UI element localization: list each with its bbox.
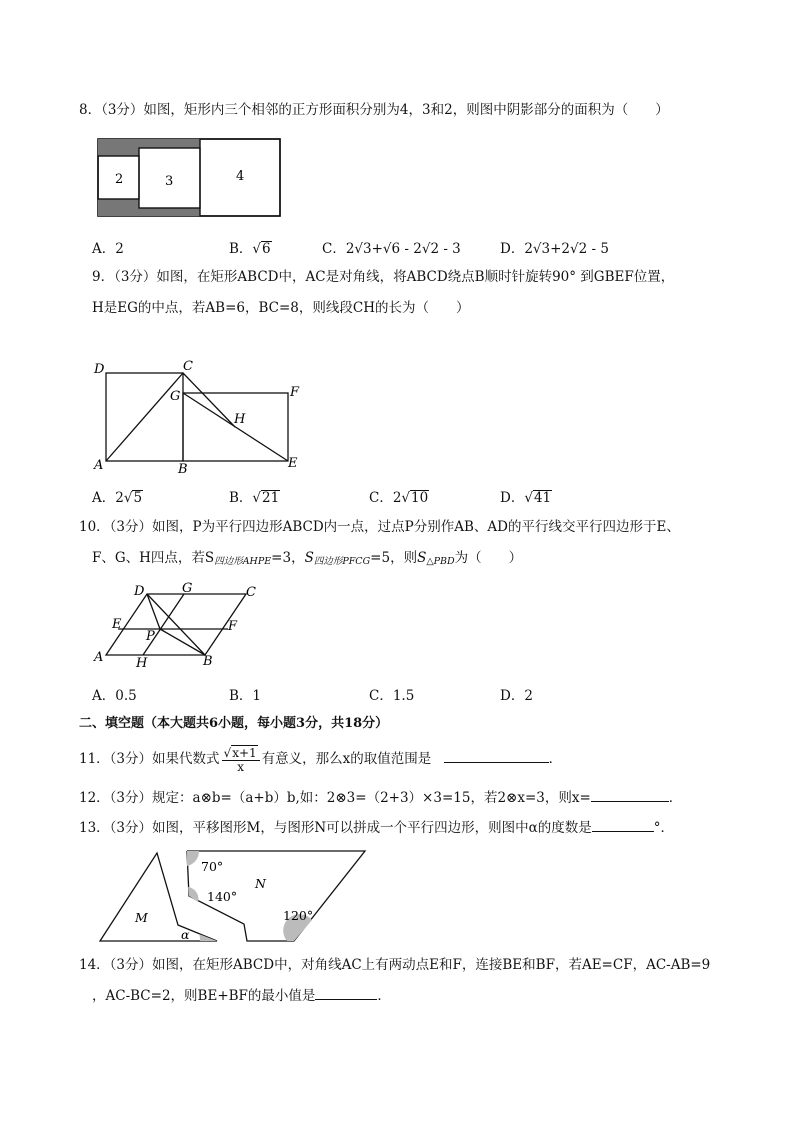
q9-pt-C: C [183,359,193,374]
q13-angle-120: 120° [283,908,314,923]
q8-label-2: 2 [115,172,124,187]
q8-label-4: 4 [236,169,245,184]
q10-pt-C: C [246,585,256,600]
q10-pt-H: H [136,656,148,670]
q11-fraction: $\frac{√x+1}{x}$ [222,745,260,774]
q9-pt-B: B [178,462,188,475]
q8-option-c[interactable]: C．2√3+√6 - 2√2 - 3 [322,241,461,257]
q9-pt-F: F [290,385,300,400]
q11-answer-blank[interactable] [444,749,549,763]
q13-label-N: N [255,876,266,891]
q10-option-a[interactable]: A．0.5 [92,688,137,704]
q10-pt-F: F [228,619,238,634]
section-2-title: 二、填空题（本大题共6小题，每小题3分，共18分） [79,716,389,731]
q9-option-d[interactable]: D．√41 [500,490,552,506]
q8-option-d[interactable]: D．2√3+2√2 - 5 [500,241,609,257]
q10-figure [90,580,270,670]
q11-line: 11．（3分）如果代数式 $\frac{√x+1}{x}$ 有意义，那么x的取值范围是 ． [79,746,563,774]
q9-pt-H: H [234,412,246,427]
q9-figure [90,355,310,475]
q10-pt-A: A [94,650,104,665]
q12-answer-blank[interactable] [591,788,669,802]
q9-option-a[interactable]: A．2√5 [92,490,143,506]
q10-option-d[interactable]: D．2 [500,688,533,704]
q13-answer-blank[interactable] [592,818,654,832]
q13-label-M: M [135,910,148,925]
q10-option-b[interactable]: B．1 [229,688,262,704]
q8-option-a[interactable]: A．2 [92,241,124,257]
q8-stem: 8．（3分）如图，矩形内三个相邻的正方形面积分别为4，3和2，则图中阴影部分的面积为（ ） [79,102,669,118]
q10-pt-G: G [182,581,193,596]
q14-line1: 14．（3分）如图，在矩形ABCD中，对角线AC上有两动点E和F，连接BE和BF，若AE=CF，AC-AB=9 [79,957,711,973]
q10-pt-P: P [146,629,155,644]
q9-pt-A: A [94,458,104,473]
q13-figure [95,848,370,946]
q9-pt-D: D [94,362,105,377]
q9-option-b[interactable]: B．√21 [229,490,280,506]
q9-pt-E: E [288,456,298,471]
q8-option-b[interactable]: B．√6 [229,241,271,257]
q12-line: 12．（3分）规定：a⊗b=（a+b）b,如：2⊗3=（2+3）×3=15，若2⊗x=3，则x= ． [79,790,683,806]
q10-pt-D: D [134,584,145,599]
q13-label-alpha: α [181,927,190,942]
q13-line: 13．（3分）如图，平移图形M，与图形N可以拼成一个平行四边形，则图中α的度数是 °． [79,820,675,836]
q14-line2: ，AC-BC=2，则BE+BF的最小值是 ． [92,988,391,1004]
q14-answer-blank[interactable] [315,986,377,1000]
q10-stem-line2: F、G、H四点，若$S_{四边形AHPE}=3$，$S_{四边形PFCG}=5$，则$S_{\triangle PBD}$为（ ） [92,550,523,567]
q9-stem-line1: 9．（3分）如图，在矩形ABCD中，AC是对角线，将ABCD绕点B顺时针旋转90° 到GBEF位置， [92,269,675,285]
q9-stem-line2: H是EG的中点，若AB=6，BC=8，则线段CH的长为（ ） [92,300,470,316]
q10-pt-B: B [203,654,213,669]
q10-stem-line1: 10．（3分）如图，P为平行四边形ABCD内一点，过点P分别作AB、AD的平行线交平行四边形于E、 [79,519,680,535]
q8-label-3: 3 [165,174,174,189]
q8-figure [97,138,283,218]
q9-option-c[interactable]: C．2√10 [369,490,429,506]
q13-angle-140: 140° [207,889,238,904]
q10-pt-E: E [112,617,122,632]
q13-angle-70: 70° [201,859,224,874]
q9-pt-G: G [170,389,181,404]
q10-option-c[interactable]: C．1.5 [369,688,415,704]
